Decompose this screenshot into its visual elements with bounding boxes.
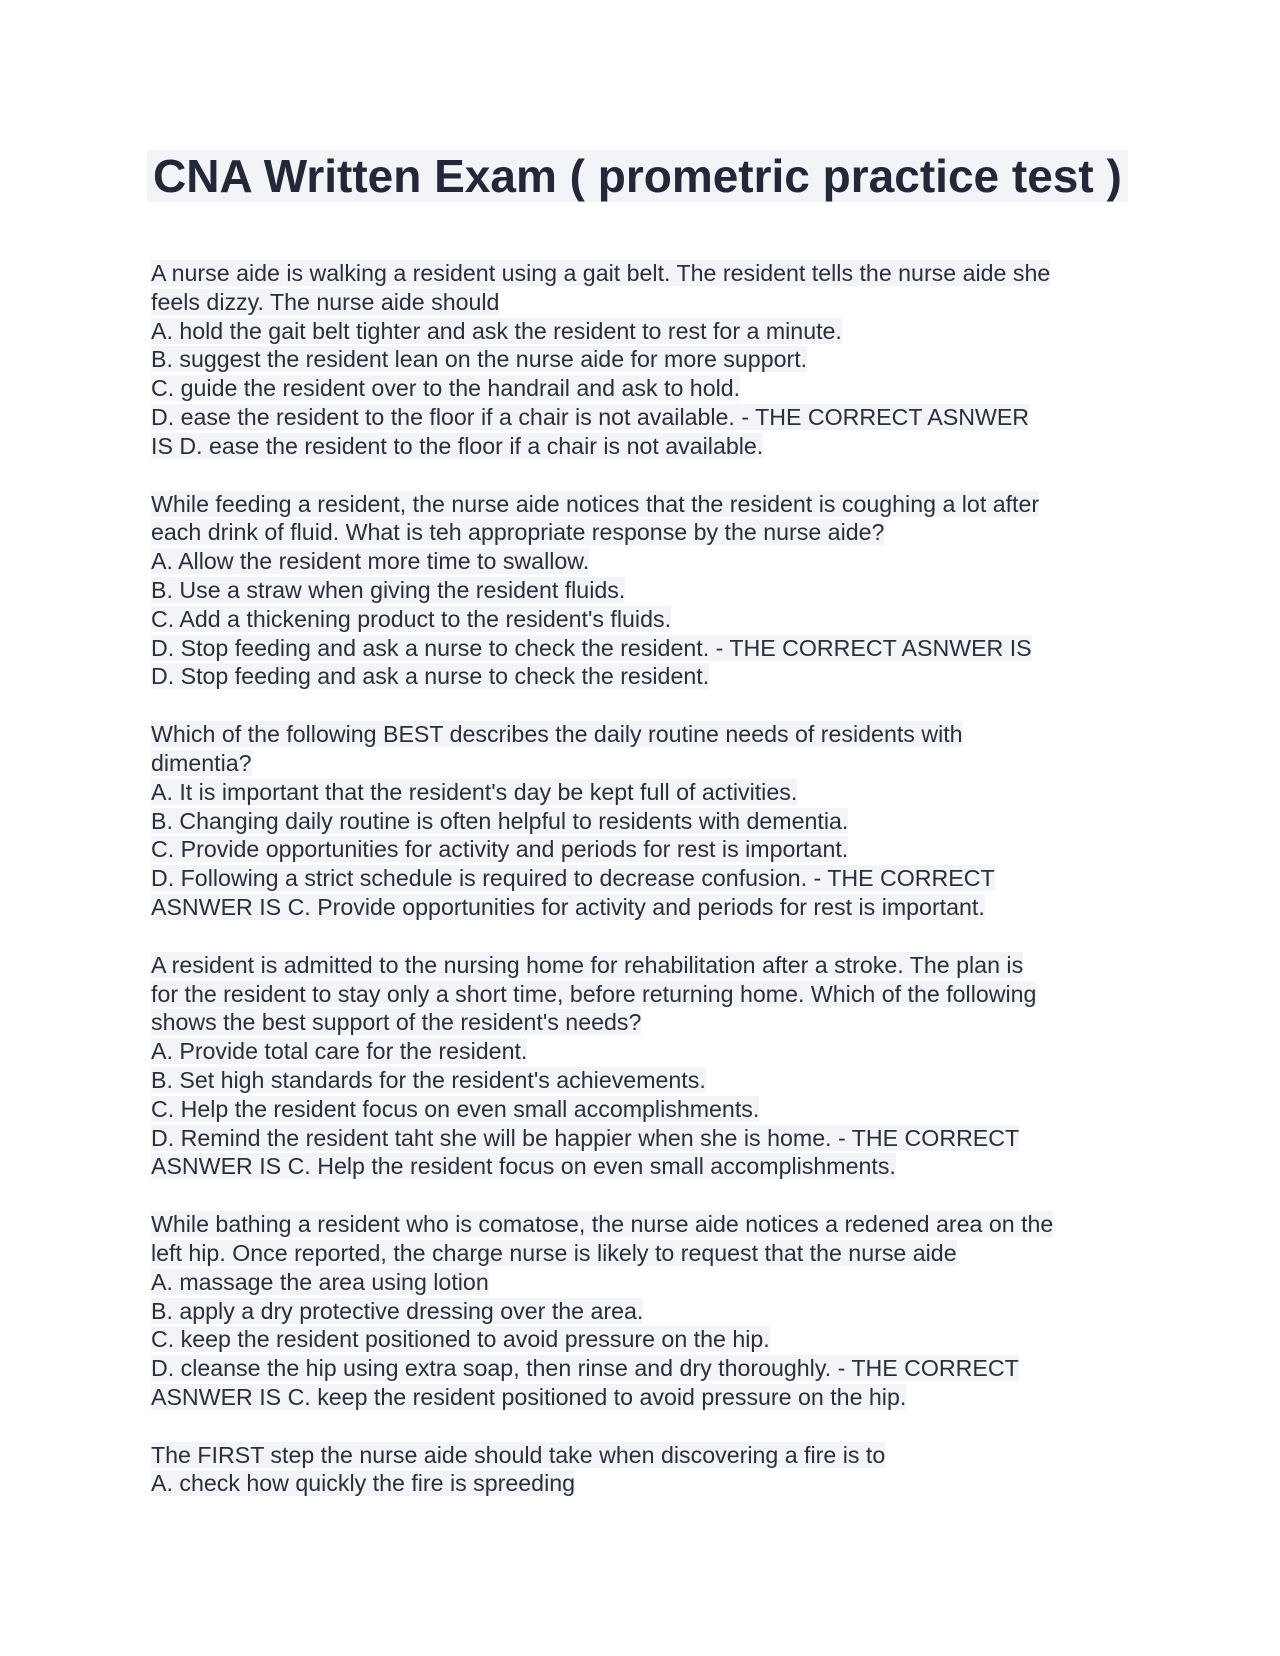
- question-line-text: D. Stop feeding and ask a nurse to check the resident.: [151, 663, 710, 690]
- question-line-text: C. Help the resident focus on even small accomplishments.: [151, 1095, 760, 1122]
- question-block: [151, 490, 1136, 692]
- question-line-text: The FIRST step the nurse aide should take when discovering a fire is to: [151, 1441, 886, 1468]
- question-line-text: A nurse aide is walking a resident using a gait belt. The resident tells the nurse aide she: [151, 260, 1051, 286]
- question-line-text: feels dizzy. The nurse aide should: [151, 288, 500, 315]
- question-line-text: C. keep the resident positioned to avoid pressure on the hip.: [151, 1326, 770, 1353]
- question-line-text: D. Remind the resident taht she will be happier when she is home. - THE CORRECT: [151, 1124, 1020, 1151]
- question-line: [151, 490, 1136, 519]
- question-line: [151, 980, 1136, 1009]
- question-line: [151, 317, 1136, 346]
- question-line-text: C. Add a thickening product to the resident's fluids.: [151, 605, 672, 632]
- question-line-text: IS D. ease the resident to the floor if a chair is not available.: [151, 432, 764, 459]
- question-line: [151, 1124, 1136, 1153]
- question-block: [151, 1441, 1136, 1499]
- question-line: [151, 1210, 1136, 1239]
- question-line: [151, 835, 1136, 864]
- question-line: [151, 749, 1136, 778]
- question-line: [151, 634, 1136, 663]
- question-line-text: A resident is admitted to the nursing home for rehabilitation after a stroke. The plan is: [151, 951, 1024, 978]
- document-title: CNA Written Exam ( prometric practice test ): [147, 150, 1128, 202]
- question-line: [151, 547, 1136, 576]
- question-line-text: C. guide the resident over to the handrail and ask to hold.: [151, 375, 741, 402]
- question-line-text: B. Changing daily routine is often helpful to residents with dementia.: [151, 807, 849, 834]
- question-line-text: B. suggest the resident lean on the nurse aide for more support.: [151, 346, 808, 373]
- question-line-text: ASNWER IS C. Help the resident focus on even small accomplishments.: [151, 1153, 896, 1180]
- question-line-text: While bathing a resident who is comatose, the nurse aide notices a redened area on the: [151, 1211, 1054, 1238]
- question-line: [151, 432, 1136, 461]
- question-line-text: each drink of fluid. What is teh appropriate response by the nurse aide?: [151, 519, 885, 546]
- question-line-text: D. Following a strict schedule is required to decrease confusion. - THE CORRECT: [151, 865, 995, 892]
- question-line: [151, 576, 1136, 605]
- question-line-text: A. massage the area using lotion: [151, 1268, 489, 1295]
- document-page: [151, 145, 1136, 1527]
- question-line-text: for the resident to stay only a short time, before returning home. Which of the following: [151, 980, 1037, 1007]
- question-line: [151, 374, 1136, 403]
- question-line-text: ASNWER IS C. keep the resident positioned to avoid pressure on the hip.: [151, 1383, 907, 1410]
- question-line: [151, 1325, 1136, 1354]
- question-block: [151, 720, 1136, 922]
- question-block: [151, 1210, 1136, 1412]
- question-line-text: shows the best support of the resident's needs?: [151, 1009, 642, 1036]
- question-line: [151, 403, 1136, 432]
- question-line: [151, 605, 1136, 634]
- question-line-text: D. ease the resident to the floor if a chair is not available. - THE CORRECT ASNWER: [151, 403, 1030, 430]
- question-line-text: A. hold the gait belt tighter and ask the resident to rest for a minute.: [151, 317, 842, 344]
- question-line: [151, 1383, 1136, 1412]
- question-line: [151, 778, 1136, 807]
- question-line: [151, 864, 1136, 893]
- question-block: [151, 259, 1136, 461]
- question-line-text: Which of the following BEST describes the daily routine needs of residents with: [151, 721, 963, 748]
- question-line: [151, 1008, 1136, 1037]
- question-line-text: A. Allow the resident more time to swallow.: [151, 548, 590, 575]
- question-line-text: B. apply a dry protective dressing over the area.: [151, 1297, 644, 1324]
- question-line-text: C. Provide opportunities for activity and periods for rest is important.: [151, 836, 849, 863]
- question-line: [151, 807, 1136, 836]
- question-line-text: While feeding a resident, the nurse aide notices that the resident is coughing a lot after: [151, 490, 1040, 517]
- question-line-text: B. Set high standards for the resident's achievements.: [151, 1066, 706, 1093]
- question-block: [151, 951, 1136, 1181]
- question-line: [151, 1239, 1136, 1268]
- question-line: [151, 1441, 1136, 1470]
- question-list: [151, 259, 1136, 1498]
- question-line: [151, 1354, 1136, 1383]
- question-line-text: dimentia?: [151, 749, 252, 776]
- question-line: [151, 662, 1136, 691]
- question-line: [151, 1297, 1136, 1326]
- question-line: [151, 1469, 1136, 1498]
- question-line-text: D. cleanse the hip using extra soap, then rinse and dry thoroughly. - THE CORRECT: [151, 1355, 1019, 1382]
- question-line: [151, 1268, 1136, 1297]
- question-line-text: left hip. Once reported, the charge nurse is likely to request that the nurse aide: [151, 1239, 957, 1266]
- question-line: [151, 345, 1136, 374]
- question-line-text: D. Stop feeding and ask a nurse to check the resident. - THE CORRECT ASNWER IS: [151, 634, 1032, 661]
- question-line: [151, 1095, 1136, 1124]
- question-line: [151, 1066, 1136, 1095]
- question-line-text: A. Provide total care for the resident.: [151, 1038, 528, 1065]
- question-line: [151, 1037, 1136, 1066]
- question-line-text: ASNWER IS C. Provide opportunities for activity and periods for rest is important.: [151, 893, 985, 920]
- question-line: [151, 288, 1136, 317]
- question-line-text: A. check how quickly the fire is spreeding: [151, 1470, 576, 1497]
- question-line: [151, 259, 1136, 288]
- question-line-text: A. It is important that the resident's day be kept full of activities.: [151, 778, 798, 805]
- question-line: [151, 951, 1136, 980]
- question-line: [151, 893, 1136, 922]
- title-wrap: [147, 145, 1136, 207]
- question-line: [151, 1152, 1136, 1181]
- question-line: [151, 720, 1136, 749]
- question-line-text: B. Use a straw when giving the resident fluids.: [151, 576, 626, 603]
- question-line: [151, 518, 1136, 547]
